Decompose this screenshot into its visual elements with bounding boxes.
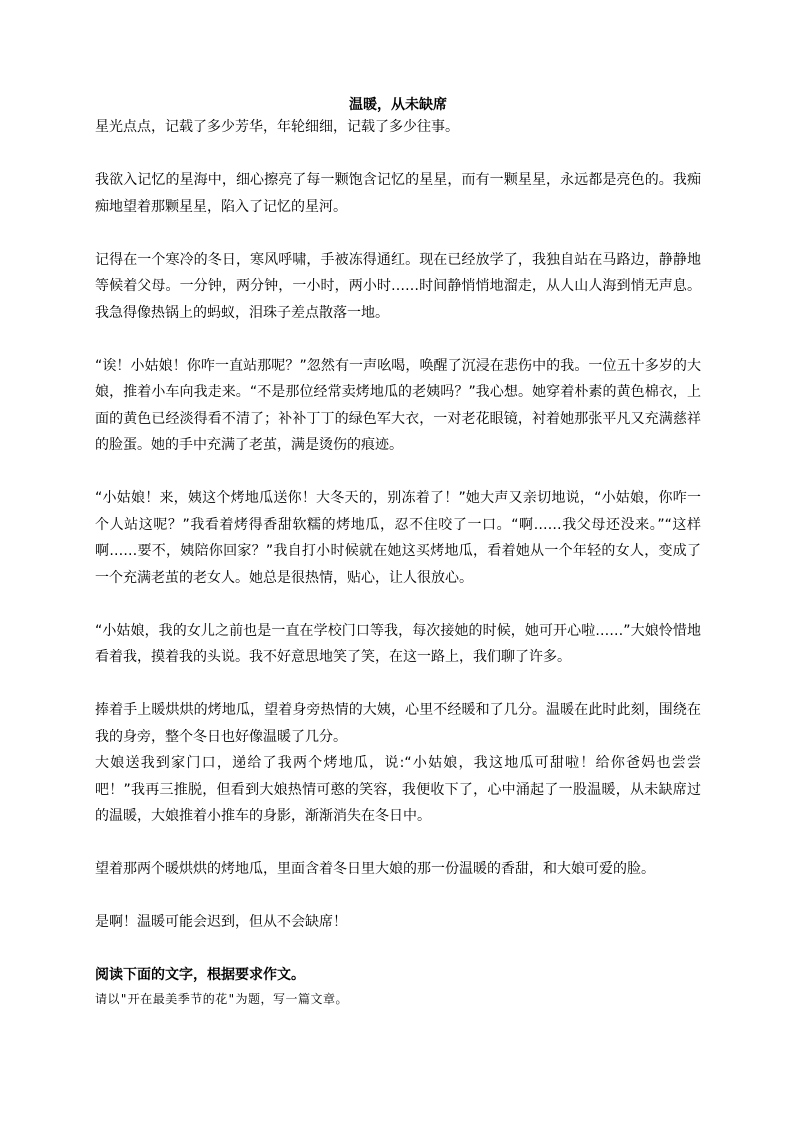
paragraph-gap xyxy=(95,141,701,168)
paragraph-gap xyxy=(95,936,701,963)
paragraph-5: “小姑娘！来，姨这个烤地瓜送你！大冬天的，别冻着了！”她大声又亲切地说，“小姑娘，你咋一个人站这呢？”我看着烤得香甜软糯的烤地瓜，忍不住咬了一口。“啊……我父母还没来。”“这样啊……要不，姨陪你回家？”我自打小时候就在她这买烤地瓜，看着她从一个年轻的女人，变成了一个充满老茧的老女人。她总是很热情，贴心，让人很放心。 xyxy=(95,490,701,586)
paragraph-gap xyxy=(95,459,701,486)
paragraph-gap xyxy=(95,830,701,857)
paragraph-6: “小姑娘，我的女儿之前也是一直在学校门口等我，每次接她的时候，她可开心啦……”大娘怜惜地看着我，摸着我的头说。我不好意思地笑了笑，在这一路上，我们聊了许多。 xyxy=(95,622,701,665)
paragraph-8: 大娘送我到家门口，递给了我两个烤地瓜，说:“小姑娘，我这地瓜可甜啦！给你爸妈也尝尝吧！”我再三推脱，但看到大娘热情可憨的笑容，我便收下了，心中涌起了一股温暖，从未缺席过的温暖，大娘推着小推车的身影，渐渐消失在冬日中。 xyxy=(95,755,701,824)
prompt-heading: 阅读下面的文字，根据要求作文。 xyxy=(95,967,305,983)
paragraph-2: 我欲入记忆的星海中，细心擦亮了每一颗饱含记忆的星星，而有一颗星星，永远都是亮色的。我痴痴地望着那颗星星，陷入了记忆的星河。 xyxy=(95,172,701,215)
prompt-text: 请以"开在最美季节的花"为题，写一篇文章。 xyxy=(95,992,348,1006)
paragraph-7: 捧着手上暖烘烘的烤地瓜，望着身旁热情的大姨，心里不经暖和了几分。温暖在此时此刻，围绕在我的身旁，整个冬日也好像温暖了几分。 xyxy=(95,702,701,745)
paragraph-gap xyxy=(95,220,701,247)
paragraph-1: 星光点点，记载了多少芳华，年轮细细，记载了多少往事。 xyxy=(95,119,459,135)
document-page xyxy=(95,96,701,1010)
paragraph-9: 望着那两个暖烘烘的烤地瓜，里面含着冬日里大娘的那一份温暖的香甜，和大娘可爱的脸。 xyxy=(95,861,655,877)
paragraph-gap xyxy=(95,671,701,698)
essay-title: 温暖，从未缺席 xyxy=(349,97,447,113)
paragraph-gap xyxy=(95,883,701,910)
paragraph-4: “诶！小姑娘！你咋一直站那呢？”忽然有一声吆喝，唤醒了沉浸在悲伤中的我。一位五十多岁的大娘，推着小车向我走来。“不是那位经常卖烤地瓜的老姨吗？”我心想。她穿着朴素的黄色棉衣，上面的黄色已经淡得看不清了；补补丁丁的绿色军大衣，一对老花眼镜，衬着她那张平凡又充满慈祥的脸蛋。她的手中充满了老茧，满是烫伤的痕迹。 xyxy=(95,357,701,453)
paragraph-10: 是啊！温暖可能会迟到，但从不会缺席！ xyxy=(95,914,347,930)
paragraph-gap xyxy=(95,326,701,353)
paragraph-3: 记得在一个寒冷的冬日，寒风呼啸，手被冻得通红。现在已经放学了，我独自站在马路边，静静地等候着父母。一分钟，两分钟，一小时，两小时……时间静悄悄地溜走，从人山人海到悄无声息。我急得像热锅上的蚂蚁，泪珠子差点散落一地。 xyxy=(95,251,701,321)
paragraph-gap xyxy=(95,591,701,618)
